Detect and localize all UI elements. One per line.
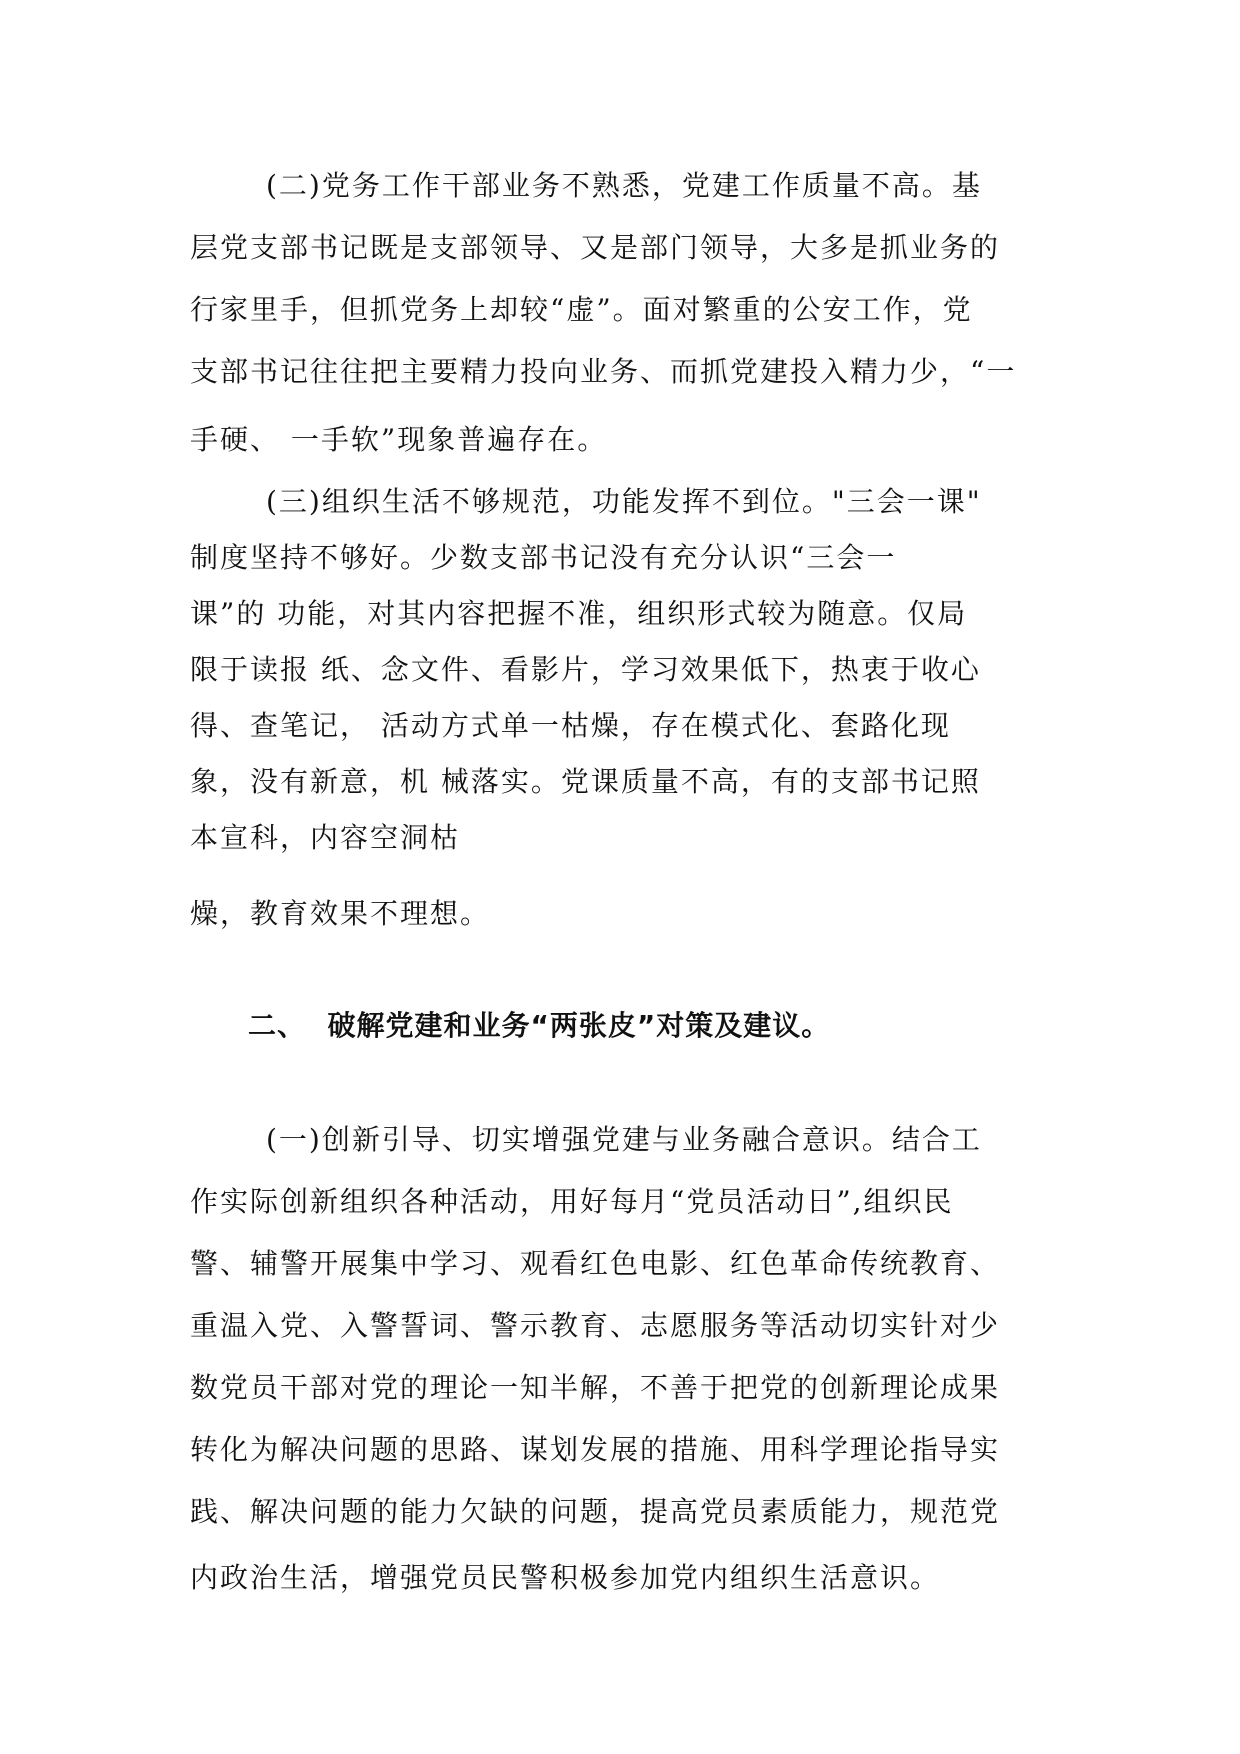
- paragraph-4-line-3: 警、辅警开展集中学习、观看红色电影、红色革命传统教育、: [190, 1247, 1001, 1280]
- paragraph-4-line-1: (一)创新引导、切实增强党建与业务融合意识。结合工: [266, 1123, 982, 1156]
- paragraph-4-line-6: 转化为解决问题的思路、谋划发展的措施、用科学理论指导实: [190, 1433, 1001, 1466]
- paragraph-2-line-5: 手硬、 一手软”现象普遍存在。: [190, 423, 608, 456]
- paragraph-4-line-4: 重温入党、入警誓词、警示教育、志愿服务等活动切实针对少: [190, 1309, 1001, 1342]
- paragraph-4-line-5: 数党员干部对党的理论一知半解，不善于把党的创新理论成果: [190, 1371, 1001, 1404]
- paragraph-3-line-6: 象，没有新意，机 械落实。党课质量不高，有的支部书记照: [190, 765, 981, 798]
- paragraph-3-line-4: 限于读报 纸、念文件、看影片，学习效果低下，热衷于收心: [190, 653, 981, 686]
- paragraph-4-line-2: 作实际创新组织各种活动，用好每月“党员活动日”,组织民: [190, 1185, 954, 1218]
- paragraph-2-line-2: 层党支部书记既是支部领导、又是部门领导，大多是抓业务的: [190, 231, 1001, 264]
- paragraph-3-line-1: (三)组织生活不够规范，功能发挥不到位。"三会一课": [266, 485, 982, 518]
- paragraph-4-line-8: 内政治生活，增强党员民警积极参加党内组织生活意识。: [190, 1561, 941, 1594]
- paragraph-2-line-3: 行家里手，但抓党务上却较“虚”。面对繁重的公安工作，党: [190, 293, 973, 326]
- paragraph-3-line-8: 燥，教育效果不理想。: [190, 897, 491, 930]
- paragraph-3-line-2: 制度坚持不够好。少数支部书记没有充分认识“三会一: [190, 541, 897, 574]
- paragraph-2-line-1: (二)党务工作干部业务不熟悉，党建工作质量不高。基: [266, 169, 982, 202]
- paragraph-3-line-5: 得、查笔记， 活动方式单一枯燥，存在模式化、套路化现: [190, 709, 951, 742]
- section-heading: 二、 破解党建和业务“两张皮”对策及建议。: [248, 1009, 831, 1042]
- paragraph-3-line-7: 本宣科，内容空洞枯: [190, 821, 461, 854]
- paragraph-2-line-4: 支部书记往往把主要精力投向业务、而抓党建投入精力少，“一: [190, 355, 1017, 388]
- paragraph-4-line-7: 践、解决问题的能力欠缺的问题，提高党员素质能力，规范党: [190, 1495, 1001, 1528]
- paragraph-3-line-3: 课”的 功能，对其内容把握不准，组织形式较为随意。仅局: [190, 597, 968, 630]
